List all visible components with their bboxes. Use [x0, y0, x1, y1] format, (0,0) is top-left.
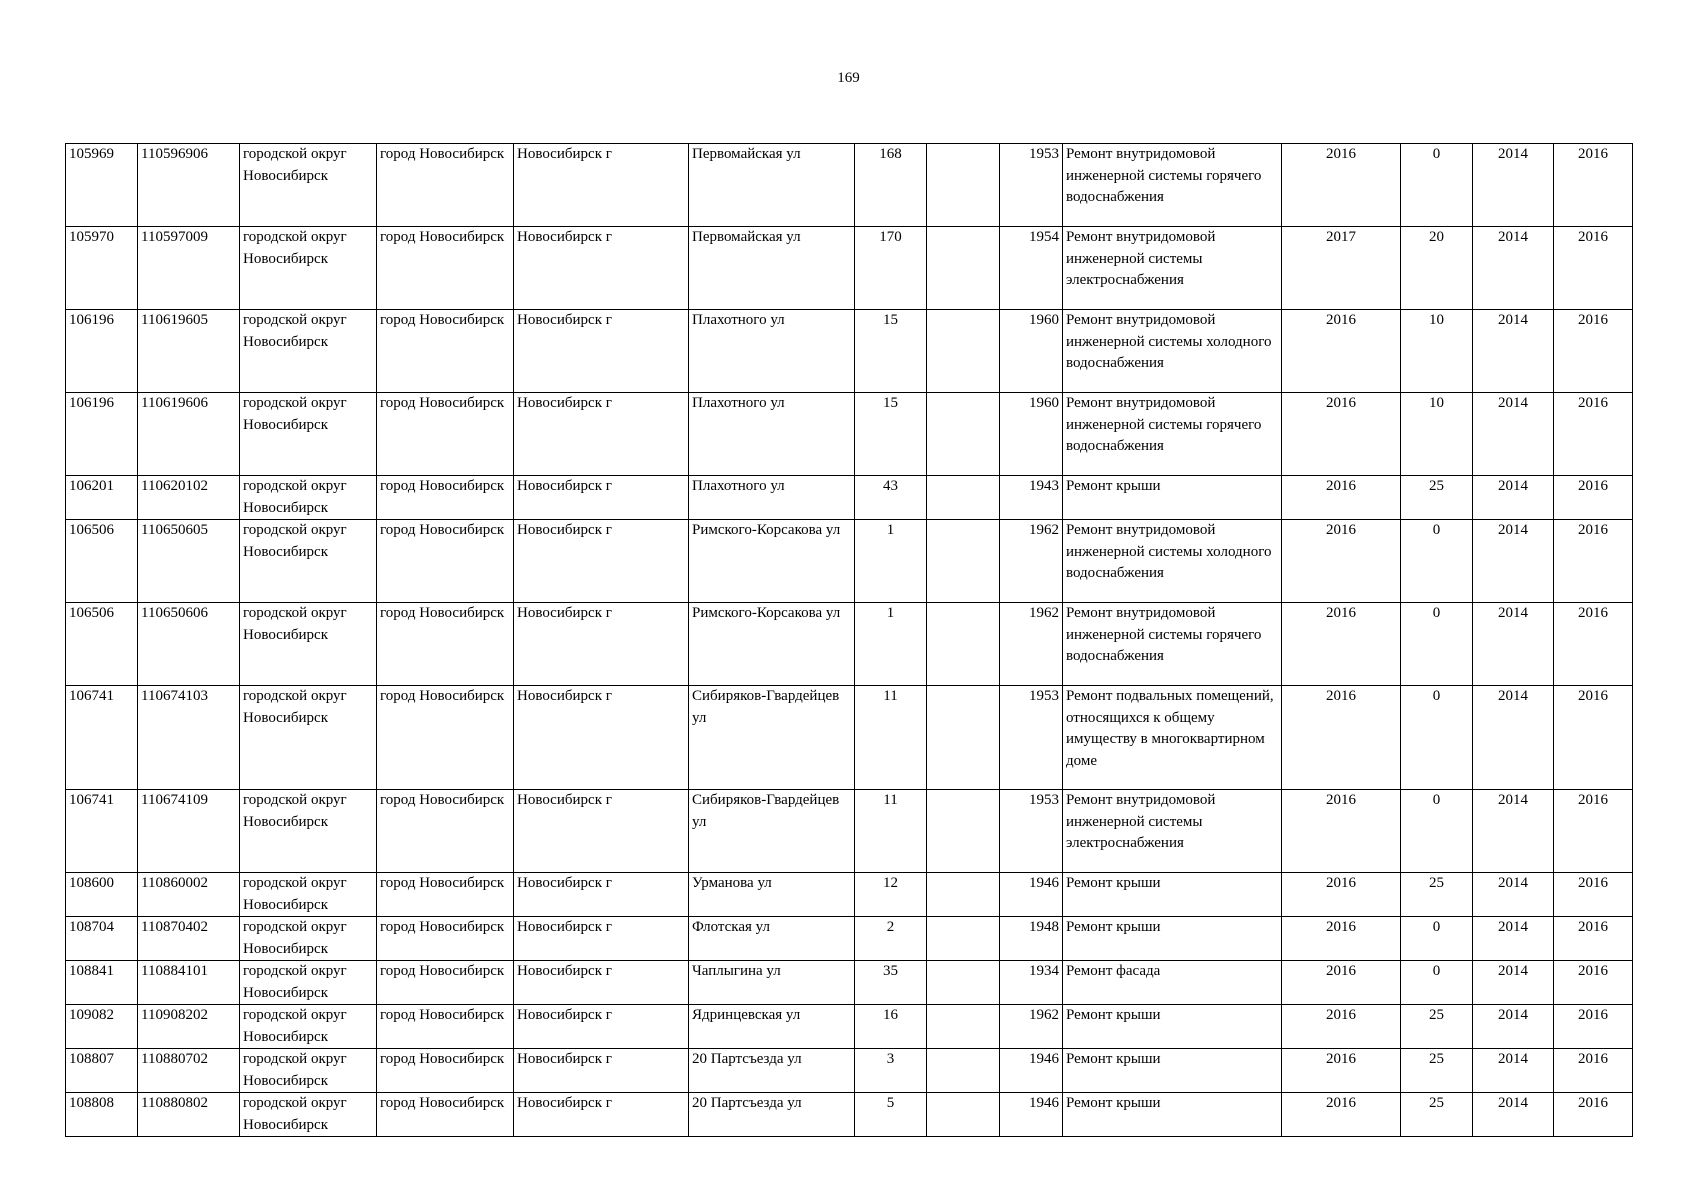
house-number-cell: 11: [855, 790, 927, 873]
period-start-cell: 2014: [1473, 310, 1554, 393]
record-code-cell: 110860002: [138, 873, 240, 917]
record-id-cell: 106506: [66, 603, 138, 686]
locality-cell: город Новосибирск: [377, 873, 514, 917]
table-row: [66, 227, 1633, 310]
city-cell: Новосибирск г: [514, 1049, 689, 1093]
period-start-cell: 2014: [1473, 227, 1554, 310]
wear-percent-cell: 25: [1401, 873, 1473, 917]
house-number-cell: 15: [855, 310, 927, 393]
period-end-cell: 2016: [1554, 393, 1633, 476]
wear-percent-cell: 0: [1401, 790, 1473, 873]
district-cell: городской округ Новосибирск: [240, 393, 377, 476]
city-cell: Новосибирск г: [514, 476, 689, 520]
year-built-cell: 1934: [1000, 961, 1063, 1005]
city-cell: Новосибирск г: [514, 686, 689, 790]
work-type-cell: Ремонт крыши: [1063, 1049, 1282, 1093]
district-cell: городской округ Новосибирск: [240, 917, 377, 961]
locality-cell: город Новосибирск: [377, 227, 514, 310]
locality-cell: город Новосибирск: [377, 393, 514, 476]
locality-cell: город Новосибирск: [377, 1005, 514, 1049]
table-row: [66, 873, 1633, 917]
street-cell: Плахотного ул: [689, 310, 855, 393]
district-cell: городской округ Новосибирск: [240, 686, 377, 790]
plan-year-cell: 2016: [1282, 310, 1401, 393]
house-number-cell: 2: [855, 917, 927, 961]
table-row: [66, 520, 1633, 603]
table-row: [66, 1093, 1633, 1137]
building-cell: [927, 917, 1000, 961]
record-id-cell: 106741: [66, 686, 138, 790]
city-cell: Новосибирск г: [514, 520, 689, 603]
record-code-cell: 110650605: [138, 520, 240, 603]
house-number-cell: 168: [855, 144, 927, 227]
record-code-cell: 110674109: [138, 790, 240, 873]
street-cell: Римского-Корсакова ул: [689, 520, 855, 603]
district-cell: городской округ Новосибирск: [240, 310, 377, 393]
period-start-cell: 2014: [1473, 476, 1554, 520]
period-start-cell: 2014: [1473, 603, 1554, 686]
period-end-cell: 2016: [1554, 686, 1633, 790]
work-type-cell: Ремонт внутридомовой инженерной системы горячего водоснабжения: [1063, 603, 1282, 686]
district-cell: городской округ Новосибирск: [240, 961, 377, 1005]
wear-percent-cell: 0: [1401, 686, 1473, 790]
locality-cell: город Новосибирск: [377, 310, 514, 393]
period-end-cell: 2016: [1554, 310, 1633, 393]
locality-cell: город Новосибирск: [377, 603, 514, 686]
building-cell: [927, 603, 1000, 686]
record-code-cell: 110674103: [138, 686, 240, 790]
wear-percent-cell: 25: [1401, 1093, 1473, 1137]
record-code-cell: 110880702: [138, 1049, 240, 1093]
city-cell: Новосибирск г: [514, 917, 689, 961]
house-number-cell: 11: [855, 686, 927, 790]
record-id-cell: 108807: [66, 1049, 138, 1093]
street-cell: Первомайская ул: [689, 144, 855, 227]
city-cell: Новосибирск г: [514, 603, 689, 686]
period-end-cell: 2016: [1554, 603, 1633, 686]
district-cell: городской округ Новосибирск: [240, 1005, 377, 1049]
city-cell: Новосибирск г: [514, 961, 689, 1005]
table-row: [66, 144, 1633, 227]
locality-cell: город Новосибирск: [377, 686, 514, 790]
plan-year-cell: 2016: [1282, 961, 1401, 1005]
record-id-cell: 109082: [66, 1005, 138, 1049]
period-start-cell: 2014: [1473, 790, 1554, 873]
house-number-cell: 5: [855, 1093, 927, 1137]
period-end-cell: 2016: [1554, 917, 1633, 961]
district-cell: городской округ Новосибирск: [240, 144, 377, 227]
building-cell: [927, 393, 1000, 476]
record-id-cell: 108704: [66, 917, 138, 961]
building-cell: [927, 1093, 1000, 1137]
building-cell: [927, 227, 1000, 310]
street-cell: Флотская ул: [689, 917, 855, 961]
record-code-cell: 110597009: [138, 227, 240, 310]
table-row: [66, 1049, 1633, 1093]
table-row: [66, 603, 1633, 686]
house-number-cell: 16: [855, 1005, 927, 1049]
record-id-cell: 105970: [66, 227, 138, 310]
wear-percent-cell: 25: [1401, 476, 1473, 520]
work-type-cell: Ремонт подвальных помещений, относящихся к общему имуществу в многоквартирном доме: [1063, 686, 1282, 790]
locality-cell: город Новосибирск: [377, 917, 514, 961]
city-cell: Новосибирск г: [514, 790, 689, 873]
record-id-cell: 108808: [66, 1093, 138, 1137]
record-id-cell: 106741: [66, 790, 138, 873]
year-built-cell: 1948: [1000, 917, 1063, 961]
city-cell: Новосибирск г: [514, 144, 689, 227]
record-code-cell: 110908202: [138, 1005, 240, 1049]
plan-year-cell: 2016: [1282, 873, 1401, 917]
period-start-cell: 2014: [1473, 1005, 1554, 1049]
period-end-cell: 2016: [1554, 873, 1633, 917]
year-built-cell: 1943: [1000, 476, 1063, 520]
registry-body: [66, 144, 1633, 1137]
year-built-cell: 1962: [1000, 520, 1063, 603]
period-end-cell: 2016: [1554, 1049, 1633, 1093]
wear-percent-cell: 0: [1401, 520, 1473, 603]
city-cell: Новосибирск г: [514, 310, 689, 393]
street-cell: Чаплыгина ул: [689, 961, 855, 1005]
plan-year-cell: 2016: [1282, 917, 1401, 961]
year-built-cell: 1946: [1000, 1093, 1063, 1137]
locality-cell: город Новосибирск: [377, 1049, 514, 1093]
district-cell: городской округ Новосибирск: [240, 227, 377, 310]
period-end-cell: 2016: [1554, 520, 1633, 603]
wear-percent-cell: 20: [1401, 227, 1473, 310]
plan-year-cell: 2016: [1282, 144, 1401, 227]
work-type-cell: Ремонт крыши: [1063, 1093, 1282, 1137]
table-row: [66, 476, 1633, 520]
building-cell: [927, 686, 1000, 790]
street-cell: Плахотного ул: [689, 476, 855, 520]
record-id-cell: 106201: [66, 476, 138, 520]
record-code-cell: 110596906: [138, 144, 240, 227]
district-cell: городской округ Новосибирск: [240, 520, 377, 603]
work-type-cell: Ремонт крыши: [1063, 476, 1282, 520]
district-cell: городской округ Новосибирск: [240, 476, 377, 520]
building-cell: [927, 144, 1000, 227]
wear-percent-cell: 25: [1401, 1049, 1473, 1093]
record-id-cell: 106196: [66, 393, 138, 476]
street-cell: Плахотного ул: [689, 393, 855, 476]
wear-percent-cell: 0: [1401, 603, 1473, 686]
period-start-cell: 2014: [1473, 917, 1554, 961]
period-start-cell: 2014: [1473, 1093, 1554, 1137]
period-end-cell: 2016: [1554, 1093, 1633, 1137]
building-cell: [927, 1005, 1000, 1049]
locality-cell: город Новосибирск: [377, 520, 514, 603]
record-id-cell: 108841: [66, 961, 138, 1005]
building-cell: [927, 790, 1000, 873]
year-built-cell: 1954: [1000, 227, 1063, 310]
house-number-cell: 15: [855, 393, 927, 476]
table-row: [66, 686, 1633, 790]
work-type-cell: Ремонт внутридомовой инженерной системы горячего водоснабжения: [1063, 393, 1282, 476]
plan-year-cell: 2016: [1282, 476, 1401, 520]
plan-year-cell: 2016: [1282, 1093, 1401, 1137]
year-built-cell: 1962: [1000, 603, 1063, 686]
city-cell: Новосибирск г: [514, 1093, 689, 1137]
period-start-cell: 2014: [1473, 1049, 1554, 1093]
building-cell: [927, 520, 1000, 603]
locality-cell: город Новосибирск: [377, 790, 514, 873]
plan-year-cell: 2016: [1282, 790, 1401, 873]
locality-cell: город Новосибирск: [377, 961, 514, 1005]
period-end-cell: 2016: [1554, 227, 1633, 310]
house-number-cell: 1: [855, 603, 927, 686]
building-cell: [927, 873, 1000, 917]
city-cell: Новосибирск г: [514, 873, 689, 917]
street-cell: Римского-Корсакова ул: [689, 603, 855, 686]
wear-percent-cell: 10: [1401, 393, 1473, 476]
work-type-cell: Ремонт внутридомовой инженерной системы горячего водоснабжения: [1063, 144, 1282, 227]
city-cell: Новосибирск г: [514, 1005, 689, 1049]
building-cell: [927, 1049, 1000, 1093]
table-row: [66, 393, 1633, 476]
plan-year-cell: 2016: [1282, 603, 1401, 686]
record-id-cell: 105969: [66, 144, 138, 227]
city-cell: Новосибирск г: [514, 393, 689, 476]
street-cell: Ядринцевская ул: [689, 1005, 855, 1049]
record-code-cell: 110884101: [138, 961, 240, 1005]
plan-year-cell: 2016: [1282, 520, 1401, 603]
table-row: [66, 790, 1633, 873]
record-code-cell: 110620102: [138, 476, 240, 520]
year-built-cell: 1946: [1000, 1049, 1063, 1093]
year-built-cell: 1953: [1000, 686, 1063, 790]
table-row: [66, 310, 1633, 393]
work-type-cell: Ремонт внутридомовой инженерной системы холодного водоснабжения: [1063, 520, 1282, 603]
year-built-cell: 1953: [1000, 144, 1063, 227]
plan-year-cell: 2016: [1282, 686, 1401, 790]
locality-cell: город Новосибирск: [377, 1093, 514, 1137]
district-cell: городской округ Новосибирск: [240, 873, 377, 917]
period-end-cell: 2016: [1554, 790, 1633, 873]
house-number-cell: 43: [855, 476, 927, 520]
page-number: 169: [837, 70, 860, 86]
locality-cell: город Новосибирск: [377, 144, 514, 227]
district-cell: городской округ Новосибирск: [240, 1049, 377, 1093]
work-type-cell: Ремонт крыши: [1063, 917, 1282, 961]
record-id-cell: 106506: [66, 520, 138, 603]
street-cell: Первомайская ул: [689, 227, 855, 310]
record-code-cell: 110870402: [138, 917, 240, 961]
period-end-cell: 2016: [1554, 144, 1633, 227]
plan-year-cell: 2016: [1282, 1049, 1401, 1093]
wear-percent-cell: 0: [1401, 961, 1473, 1005]
year-built-cell: 1962: [1000, 1005, 1063, 1049]
work-type-cell: Ремонт внутридомовой инженерной системы холодного водоснабжения: [1063, 310, 1282, 393]
house-number-cell: 12: [855, 873, 927, 917]
table-row: [66, 1005, 1633, 1049]
period-start-cell: 2014: [1473, 686, 1554, 790]
building-cell: [927, 476, 1000, 520]
work-type-cell: Ремонт крыши: [1063, 1005, 1282, 1049]
record-id-cell: 108600: [66, 873, 138, 917]
period-end-cell: 2016: [1554, 476, 1633, 520]
city-cell: Новосибирск г: [514, 227, 689, 310]
record-code-cell: 110650606: [138, 603, 240, 686]
locality-cell: город Новосибирск: [377, 476, 514, 520]
street-cell: 20 Партсъезда ул: [689, 1049, 855, 1093]
year-built-cell: 1960: [1000, 310, 1063, 393]
record-id-cell: 106196: [66, 310, 138, 393]
street-cell: Урманова ул: [689, 873, 855, 917]
period-start-cell: 2014: [1473, 873, 1554, 917]
house-number-cell: 170: [855, 227, 927, 310]
record-code-cell: 110880802: [138, 1093, 240, 1137]
year-built-cell: 1953: [1000, 790, 1063, 873]
wear-percent-cell: 0: [1401, 144, 1473, 227]
work-type-cell: Ремонт внутридомовой инженерной системы электроснабжения: [1063, 790, 1282, 873]
work-type-cell: Ремонт внутридомовой инженерной системы электроснабжения: [1063, 227, 1282, 310]
building-cell: [927, 310, 1000, 393]
district-cell: городской округ Новосибирск: [240, 603, 377, 686]
year-built-cell: 1946: [1000, 873, 1063, 917]
plan-year-cell: 2016: [1282, 393, 1401, 476]
plan-year-cell: 2017: [1282, 227, 1401, 310]
wear-percent-cell: 25: [1401, 1005, 1473, 1049]
record-code-cell: 110619605: [138, 310, 240, 393]
house-number-cell: 35: [855, 961, 927, 1005]
period-start-cell: 2014: [1473, 144, 1554, 227]
wear-percent-cell: 0: [1401, 917, 1473, 961]
table-row: [66, 961, 1633, 1005]
period-start-cell: 2014: [1473, 393, 1554, 476]
house-number-cell: 1: [855, 520, 927, 603]
period-start-cell: 2014: [1473, 961, 1554, 1005]
district-cell: городской округ Новосибирск: [240, 1093, 377, 1137]
work-type-cell: Ремонт крыши: [1063, 873, 1282, 917]
house-number-cell: 3: [855, 1049, 927, 1093]
street-cell: Сибиряков-Гвардейцев ул: [689, 686, 855, 790]
period-start-cell: 2014: [1473, 520, 1554, 603]
record-code-cell: 110619606: [138, 393, 240, 476]
table-row: [66, 917, 1633, 961]
street-cell: 20 Партсъезда ул: [689, 1093, 855, 1137]
building-cell: [927, 961, 1000, 1005]
year-built-cell: 1960: [1000, 393, 1063, 476]
wear-percent-cell: 10: [1401, 310, 1473, 393]
district-cell: городской округ Новосибирск: [240, 790, 377, 873]
street-cell: Сибиряков-Гвардейцев ул: [689, 790, 855, 873]
period-end-cell: 2016: [1554, 1005, 1633, 1049]
period-end-cell: 2016: [1554, 961, 1633, 1005]
work-type-cell: Ремонт фасада: [1063, 961, 1282, 1005]
plan-year-cell: 2016: [1282, 1005, 1401, 1049]
registry-table: [65, 143, 1633, 1137]
